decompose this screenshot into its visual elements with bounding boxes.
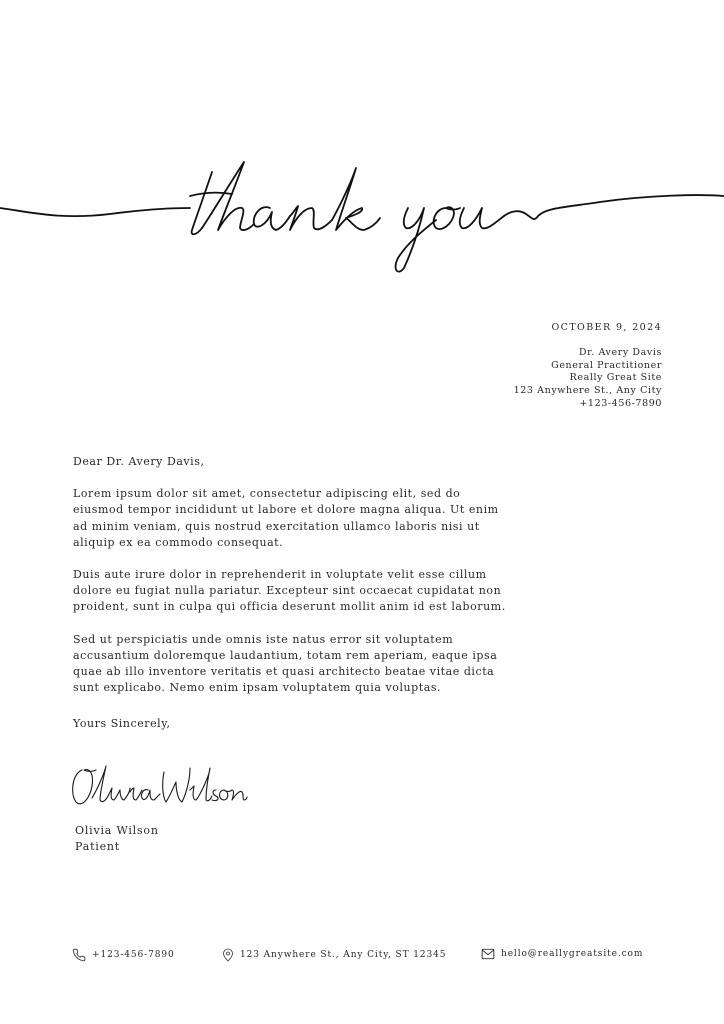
phone-icon	[72, 948, 86, 962]
recipient-title: General Practitioner	[551, 359, 662, 371]
recipient-organization: Really Great Site	[569, 372, 662, 384]
recipient-address: 123 Anywhere St., Any City	[513, 385, 662, 397]
letter-body	[73, 454, 513, 749]
footer-email	[481, 948, 643, 960]
footer-address-text: 123 Anywhere St., Any City, ST 12345	[240, 950, 447, 960]
map-pin-icon	[222, 948, 234, 962]
footer-phone-text: +123-456-7890	[92, 950, 175, 960]
handwritten-signature	[68, 760, 248, 812]
body-paragraph: Duis aute irure dolor in reprehenderit in voluptate velit esse cillum dolore eu fugiat nulla pariatur. Excepteur sint occaecat cupidatat non proident, sunt in culpa qui officia deserunt mollit anim id est laborum.	[73, 568, 506, 614]
footer-phone	[72, 948, 175, 962]
mail-icon	[481, 948, 495, 960]
footer-email-text: hello@reallygreatsite.com	[501, 949, 644, 959]
letter-date: OCTOBER 9, 2024	[551, 322, 662, 333]
body-paragraph: Sed ut perspiciatis unde omnis iste natus error sit voluptatem accusantium doloremque laudantium, totam rem aperiam, eaque ipsa quae ab illo inventore veritatis et quasi architecto beatae vitae dicta sunt explicabo. Nemo enim ipsam voluptatem quia voluptas.	[73, 632, 498, 695]
signer-role: Patient	[75, 840, 121, 854]
body-paragraph: Lorem ipsum dolor sit amet, consectetur adipiscing elit, sed do eiusmod tempor incididunt ut labore et dolore magna aliqua. Ut enim ad minim veniam, quis nostrud exercitation ullamco laboris nisi ut aliquip ex ea commodo consequat.	[73, 487, 499, 549]
thank-you-script-heading	[0, 150, 724, 290]
recipient-name: Dr. Avery Davis	[578, 347, 662, 358]
closing: Yours Sincerely,	[73, 717, 171, 731]
signer-block	[75, 823, 159, 856]
salutation: Dear Dr. Avery Davis,	[73, 455, 205, 468]
recipient-phone: +123-456-7890	[579, 397, 662, 409]
recipient-block	[514, 347, 662, 411]
contact-footer	[0, 948, 724, 968]
footer-address	[222, 948, 446, 962]
signer-name: Olivia Wilson	[75, 824, 159, 837]
